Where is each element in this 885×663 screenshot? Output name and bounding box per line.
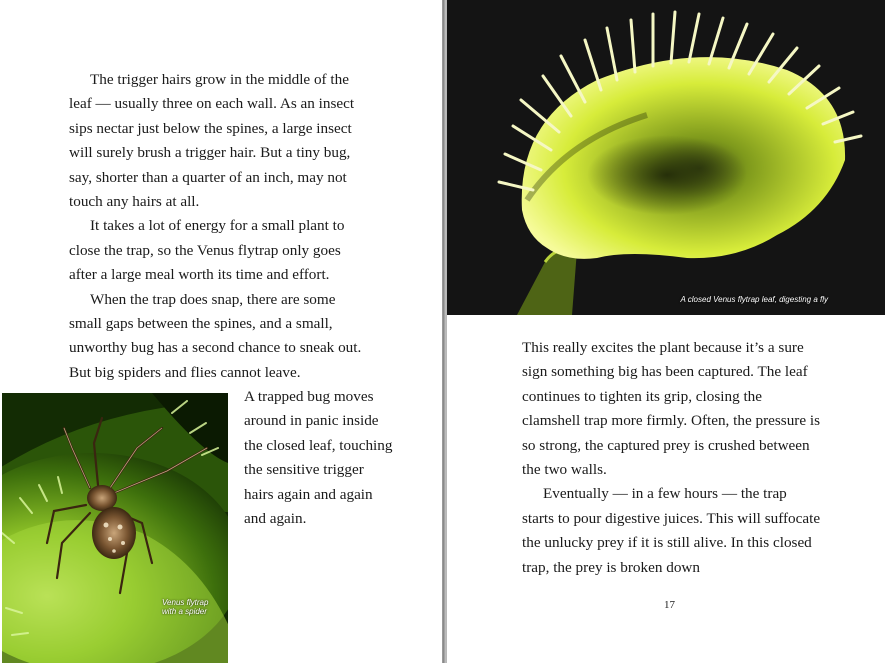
right-paragraph-1: This really excites the plant because it’s a sure sign something big has been captured. The leaf continues to tighten its grip, closing the clamshell trap more firmly. Often, the pressure is so strong, the captured prey is crushed between the two walls. <box>522 339 821 479</box>
spider-photo-illustration <box>2 393 228 663</box>
right-paragraph-2: Eventually — in a few hours — the trap starts to pour digestive juices. This will suffocate the unlucky prey if it is still alive. In this closed trap, the prey is broken down <box>522 485 821 576</box>
right-page <box>446 0 885 663</box>
left-paragraph-3: When the trap does snap, there are some small gaps between the spines, and a small, unworthy bug has a second chance to sneak out. But big spiders and flies cannot leave. <box>69 290 362 381</box>
wrapped-text <box>244 385 394 531</box>
closed-trap-illustration <box>447 0 885 315</box>
left-paragraph-1: The trigger hairs grow in the middle of the leaf — usually three on each wall. As an insect sips nectar just below the spines, a large insect will surely brush a trigger hair. But a tiny bug, say, shorter than a quarter of an inch, may not touch any hairs at all. <box>69 71 355 211</box>
wrap-paragraph: A trapped bug moves around in panic inside the closed leaf, touching the sensitive trigger hairs again and again and again. <box>244 388 393 528</box>
left-page-text <box>69 68 367 385</box>
closed-trap-photo <box>447 0 885 315</box>
spider-photo-caption: Venus flytrap with a spider <box>162 598 209 616</box>
right-page-text <box>522 336 822 580</box>
page-number: 17 <box>664 599 675 611</box>
left-paragraph-2: It takes a lot of energy for a small plant to close the trap, so the Venus flytrap only goes after a large meal worth its time and effort. <box>69 217 345 284</box>
trap-photo-caption: A closed Venus flytrap leaf, digesting a fly <box>680 295 828 304</box>
spider-photo <box>2 393 228 663</box>
